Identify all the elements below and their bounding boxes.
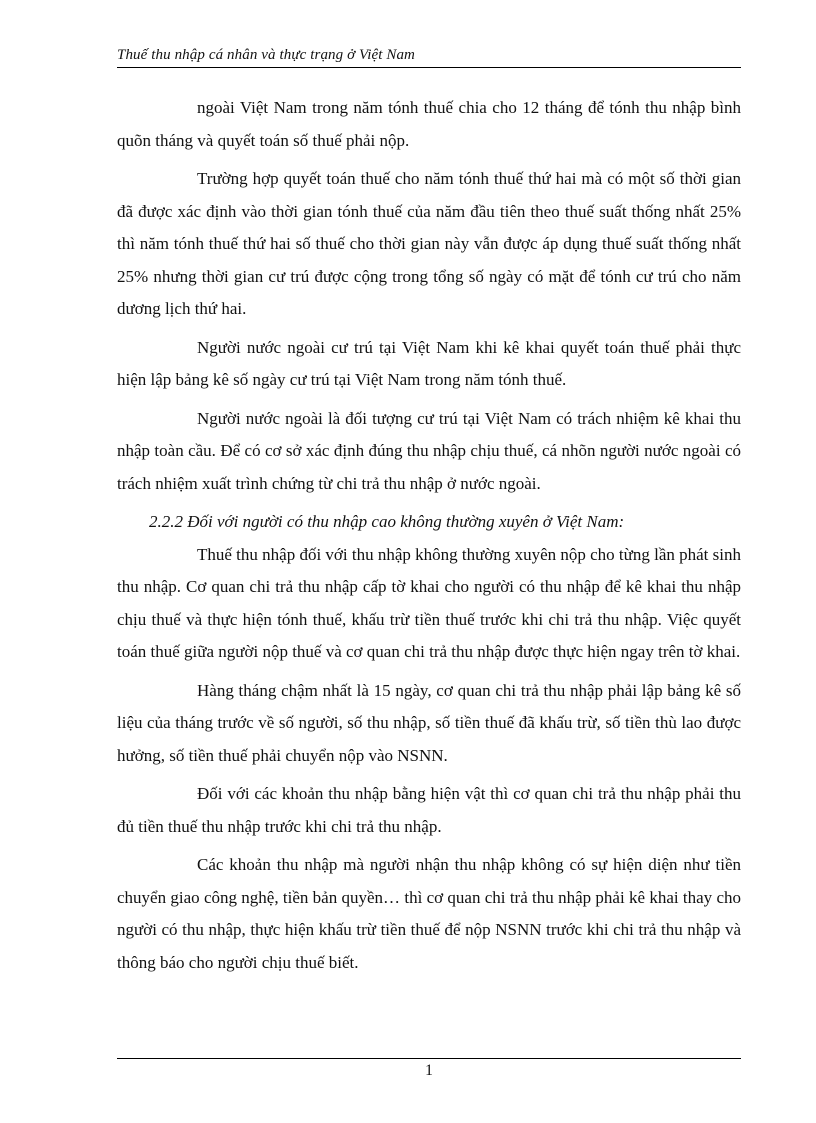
paragraph: Đối với các khoản thu nhập bằng hiện vật thì cơ quan chi trả thu nhập phải thu đủ tiền thuế thu nhập trước khi chi trả thu nhập. (117, 784, 741, 836)
paragraph: Trường hợp quyết toán thuế cho năm tónh thuế thứ hai mà có một số thời gian đã được xác định vào thời gian tónh thuế của năm đầu tiên theo thuế suất thống nhất 25% thì năm tónh thuế thứ hai số thuế cho thời gian này vẫn được áp dụng thuế suất thống nhất 25% nhưng thời gian cư trú được cộng trong tổng số ngày có mặt để tónh cư trú cho năm dương lịch thứ hai. (117, 169, 741, 318)
footer-divider (117, 1058, 741, 1059)
document-body (117, 92, 741, 985)
header-title: Thuế thu nhập cá nhân và thực trạng ở Việt Nam (117, 47, 415, 63)
paragraph: Các khoản thu nhập mà người nhận thu nhập không có sự hiện diện như tiền chuyển giao công nghệ, tiền bản quyền… thì cơ quan chi trả thu nhập phải kê khai thay cho người có thu nhập, thực hiện khấu trừ tiền thuế để nộp NSNN trước khi chi trả thu nhập và thông báo cho người chịu thuế biết. (117, 855, 741, 972)
section-heading: 2.2.2 Đối với người có thu nhập cao không thường xuyên ở Việt Nam: (149, 512, 625, 531)
page-header (117, 45, 741, 68)
paragraph: Thuế thu nhập đối với thu nhập không thường xuyên nộp cho từng lần phát sinh thu nhập. Cơ quan chi trả thu nhập cấp tờ khai cho người có thu nhập để kê khai thu nhập chịu thuế và thực hiện tónh thuế, khấu trừ tiền thuế trước khi chi trả thu nhập. Việc quyết toán thuế giữa người nộp thuế và cơ quan chi trả thu nhập được thực hiện ngay trên tờ khai. (117, 544, 741, 661)
page-number: 1 (425, 1062, 433, 1079)
paragraph: Người nước ngoài cư trú tại Việt Nam khi kê khai quyết toán thuế phải thực hiện lập bảng kê số ngày cư trú tại Việt Nam trong năm tónh thuế. (117, 337, 741, 389)
paragraph: ngoài Việt Nam trong năm tónh thuế chia cho 12 tháng để tónh thu nhập bình quõn tháng và quyết toán số thuế phải nộp. (117, 98, 741, 150)
paragraph: Hàng tháng chậm nhất là 15 ngày, cơ quan chi trả thu nhập phải lập bảng kê số liệu của tháng trước về số người, số thu nhập, số tiền thuế đã khấu trừ, số tiền thù lao được hưởng, số tiền thuế phải chuyển nộp vào NSNN. (117, 680, 741, 765)
paragraph: Người nước ngoài là đối tượng cư trú tại Việt Nam có trách nhiệm kê khai thu nhập toàn cầu. Để có cơ sở xác định đúng thu nhập chịu thuế, cá nhõn người nước ngoài có trách nhiệm xuất trình chứng từ chi trả thu nhập ở nước ngoài. (117, 408, 741, 493)
